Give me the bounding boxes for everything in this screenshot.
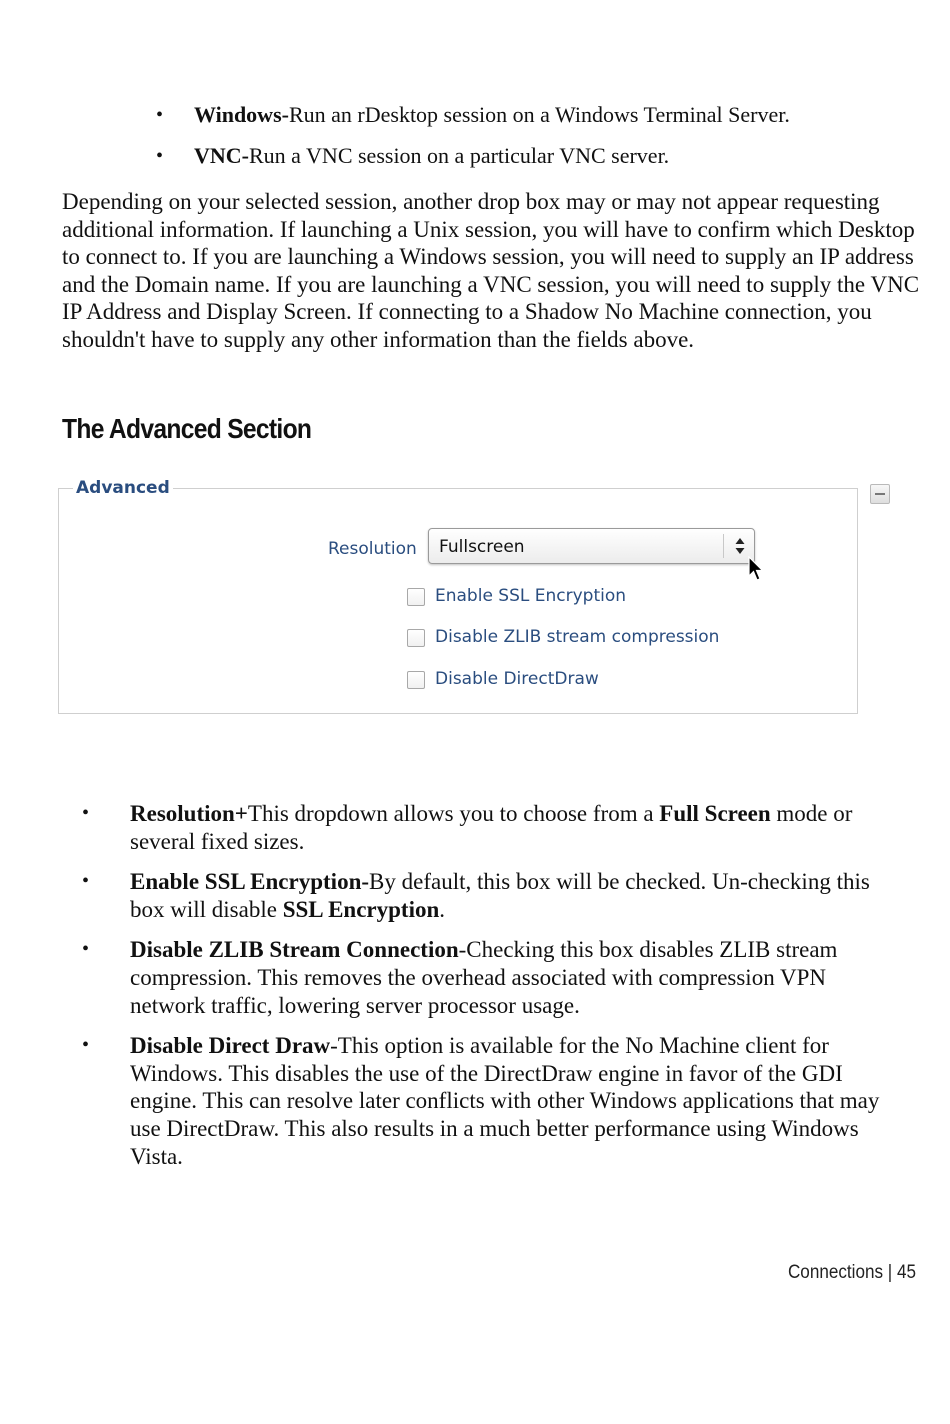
resolution-value: Fullscreen: [439, 537, 525, 557]
list-item: • Resolution+This dropdown allows you to choose from a Full Screen mode or several fixed sizes.: [82, 801, 853, 854]
bullet-term: Disable ZLIB Stream Connection: [130, 937, 459, 963]
list-item: • Enable SSL Encryption-By default, this box will be checked. Un-checking this box will disable SSL Encryption.: [82, 869, 870, 922]
zlib-compression-label[interactable]: Disable ZLIB stream compression: [435, 627, 720, 647]
resolution-select[interactable]: [428, 528, 755, 564]
up-down-arrows-icon: [733, 535, 747, 557]
list-item: • VNC-Run a VNC session on a particular VNC server.: [156, 143, 670, 168]
body-paragraph: Depending on your selected session, another drop box may or may not appear requesting additional information. If launching a Unix session, you will have to confirm which Desktop to connect to. If you are launching a Windows session, you will need to supply an IP address and the Domain name. If you are launching a VNC session, you will need to supply the VNC IP Address and Display Screen. If connecting to a Shadow No Machine connection, you shouldn't have to supply any other information than the fields above.: [62, 189, 920, 352]
advanced-legend: Advanced: [73, 478, 173, 498]
ssl-encryption-checkbox[interactable]: [407, 588, 425, 606]
top-bullet-list: [150, 100, 910, 182]
section-heading: The Advanced Section: [62, 413, 312, 444]
list-item: • Windows-Run an rDesktop session on a Windows Terminal Server.: [156, 102, 790, 127]
option-description-list: [82, 800, 902, 1183]
directdraw-label[interactable]: Disable DirectDraw: [435, 669, 599, 689]
page-number: 45: [896, 1262, 916, 1283]
list-item: • Disable ZLIB Stream Connection-Checking this box disables ZLIB stream compression. This removes the overhead associated with compression VPN network traffic, lowering server processor usage.: [82, 937, 838, 1018]
mouse-pointer-icon: [748, 556, 764, 582]
collapse-minus-icon[interactable]: [870, 484, 890, 504]
directdraw-checkbox[interactable]: [407, 671, 425, 689]
bullet-term: Enable SSL Encryption-: [130, 869, 370, 895]
bullet-text: Run a VNC session on a particular VNC server.: [249, 143, 670, 168]
footer-section: Connections: [787, 1262, 884, 1283]
footer-separator: |: [887, 1262, 893, 1283]
bullet-text: Run an rDesktop session on a Windows Terminal Server.: [288, 102, 790, 127]
bullet-term: Disable Direct Draw: [130, 1033, 331, 1059]
page-footer: [776, 1262, 916, 1284]
resolution-label: Resolution: [328, 539, 417, 559]
zlib-compression-checkbox[interactable]: [407, 629, 425, 647]
bullet-term: Windows-: [194, 102, 289, 127]
bullet-term: VNC-: [194, 143, 249, 168]
bullet-term: Resolution+: [130, 801, 248, 826]
list-item: • Disable Direct Draw-This option is available for the No Machine client for Windows. This disables the use of the DirectDraw engine in favor of the GDI engine. This can resolve later conflicts with other Windows applications that may use DirectDraw. This also results in a much better performance using Windows Vista.: [82, 1033, 880, 1169]
ssl-encryption-label[interactable]: Enable SSL Encryption: [435, 586, 627, 606]
